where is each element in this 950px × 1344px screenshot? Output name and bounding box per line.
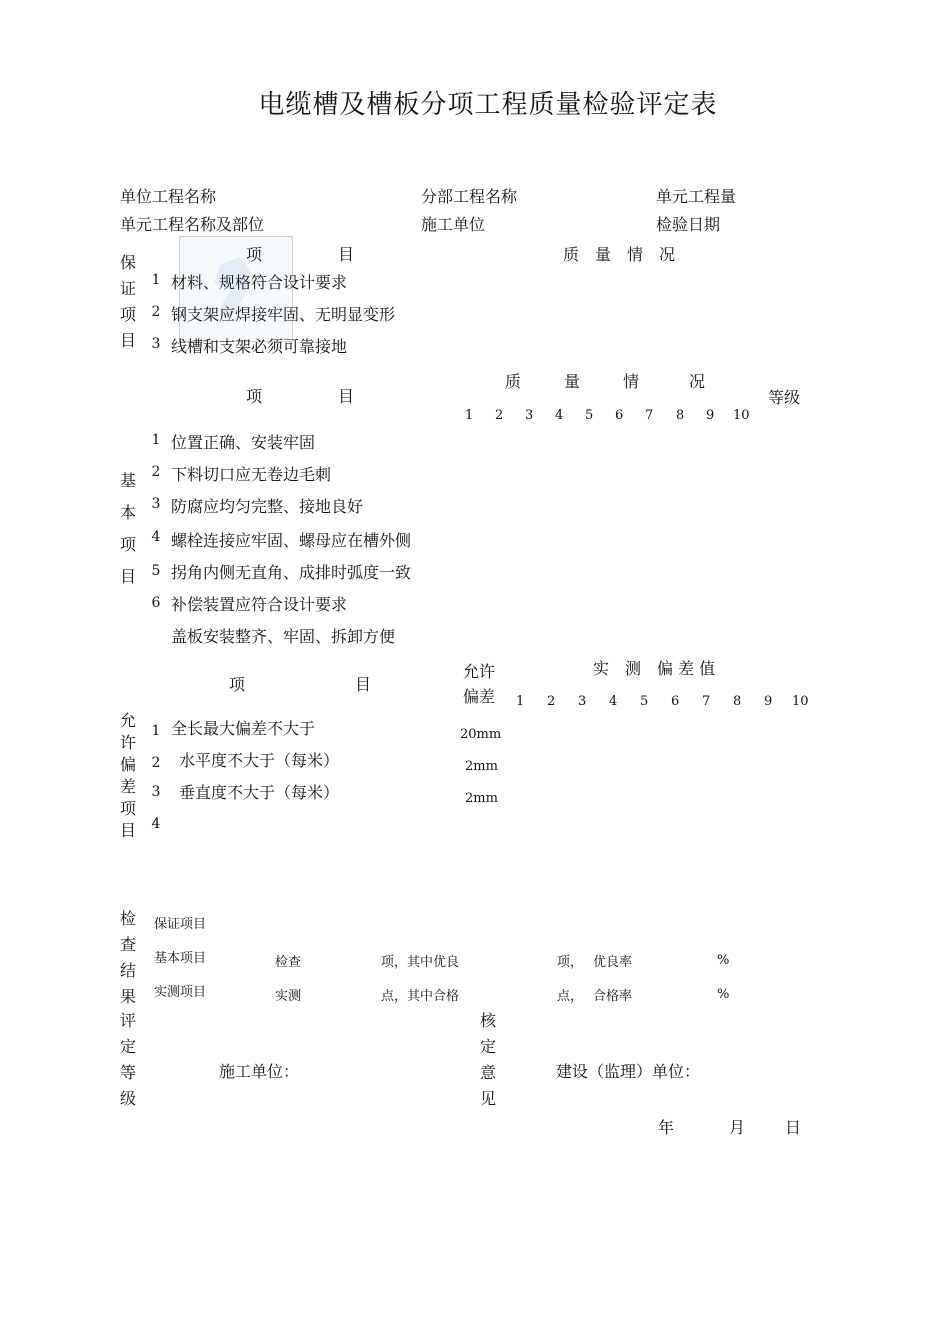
guarantee-col-quality: 质 量 情 况 — [563, 245, 676, 264]
tolerance-score: 1 — [516, 694, 525, 709]
page-title: 电缆槽及槽板分项工程质量检验评定表 — [258, 90, 718, 120]
tolerance-col-measured: 实 测 偏 差 值 — [593, 659, 716, 678]
element-quantity-label: 单元工程量 — [656, 187, 737, 206]
results-point-unit: 点， — [557, 989, 584, 1004]
basic-score: 2 — [495, 408, 504, 423]
basic-score: 5 — [585, 408, 594, 423]
results-basic-label: 基本项目 — [154, 951, 207, 966]
results-measure: 实测 — [275, 989, 302, 1004]
evaluation-construction-unit: 施工单位： — [219, 1062, 300, 1081]
results-measured-label: 实测项目 — [154, 985, 207, 1000]
basic-score: 6 — [615, 408, 624, 423]
tolerance-score: 7 — [702, 694, 711, 709]
tolerance-score: 2 — [547, 694, 556, 709]
guarantee-row-no: 1 — [151, 272, 161, 288]
guarantee-col-item-b: 目 — [338, 245, 355, 264]
construction-unit-label: 施工单位 — [421, 215, 486, 234]
guarantee-row-no: 2 — [151, 304, 161, 320]
basic-score: 7 — [645, 408, 654, 423]
basic-score: 10 — [733, 408, 750, 423]
tolerance-col-item-a: 项 — [229, 675, 246, 694]
tolerance-score: 4 — [609, 694, 618, 709]
tolerance-row-text: 垂直度不大于（每米） — [179, 783, 340, 802]
tolerance-score: 6 — [671, 694, 680, 709]
basic-row-no: 2 — [151, 464, 161, 480]
tolerance-side-label: 允许偏差项目 — [119, 711, 136, 840]
guarantee-row-no: 3 — [151, 336, 161, 352]
tolerance-row-no: 4 — [151, 816, 161, 832]
basic-row-text: 位置正确、安装牢固 — [171, 433, 316, 452]
results-item-unit: 项， — [557, 955, 584, 970]
basic-row-text: 拐角内侧无直角、成排时弧度一致 — [171, 563, 412, 582]
tolerance-col-allow: 偏差 — [463, 687, 496, 706]
results-percent: % — [717, 987, 730, 1002]
basic-row-no: 4 — [151, 529, 161, 545]
basic-col-quality: 量 — [564, 372, 581, 391]
tolerance-row-allow: 2mm — [465, 791, 498, 806]
tolerance-row-no: 3 — [151, 784, 161, 800]
tolerance-score: 8 — [733, 694, 742, 709]
evaluation-side-label: 评定等级 — [119, 1011, 136, 1108]
basic-row-no: 5 — [151, 563, 161, 579]
guarantee-row-text: 线槽和支架必须可靠接地 — [171, 337, 348, 356]
unit-project-name-label: 单位工程名称 — [120, 187, 217, 206]
basic-col-quality: 质 — [505, 372, 522, 391]
basic-row-text: 防腐应均匀完整、接地良好 — [171, 497, 364, 516]
basic-row-text: 盖板安装整齐、牢固、拆卸方便 — [171, 627, 396, 646]
basic-col-grade: 等级 — [768, 388, 801, 407]
basic-side-label: 基本项目 — [119, 471, 136, 586]
evaluation-year: 年 — [658, 1118, 675, 1137]
evaluation-month: 月 — [729, 1118, 746, 1137]
inspection-date-label: 检验日期 — [656, 215, 721, 234]
basic-col-item-b: 目 — [338, 387, 355, 406]
tolerance-row-no: 2 — [151, 755, 161, 771]
results-check: 检查 — [275, 955, 302, 970]
element-name-location-label: 单元工程名称及部位 — [120, 215, 265, 234]
evaluation-review-label: 核定意见 — [479, 1011, 496, 1108]
tolerance-score: 5 — [640, 694, 649, 709]
basic-score: 9 — [706, 408, 715, 423]
basic-row-text: 下料切口应无卷边毛刺 — [171, 465, 332, 484]
evaluation-day: 日 — [785, 1118, 802, 1137]
results-guarantee-label: 保证项目 — [154, 917, 207, 932]
tolerance-score: 10 — [792, 694, 809, 709]
guarantee-row-text: 材料、规格符合设计要求 — [171, 273, 348, 292]
results-items-excellent: 项，其中优良 — [381, 955, 460, 970]
results-percent: % — [717, 953, 730, 968]
guarantee-side-label: 保证项目 — [119, 253, 136, 350]
tolerance-col-item-b: 目 — [355, 675, 372, 694]
evaluation-owner-unit: 建设（监理）单位： — [556, 1062, 701, 1081]
basic-col-item-a: 项 — [246, 387, 263, 406]
basic-row-no: 6 — [151, 595, 161, 611]
tolerance-row-text: 全长最大偏差不大于 — [171, 719, 316, 738]
basic-score: 4 — [555, 408, 564, 423]
tolerance-row-text: 水平度不大于（每米） — [179, 751, 340, 770]
basic-score: 1 — [465, 408, 474, 423]
basic-col-quality: 况 — [689, 372, 706, 391]
basic-row-no: 3 — [151, 496, 161, 512]
tolerance-col-allow: 允许 — [463, 662, 496, 681]
tolerance-score: 9 — [764, 694, 773, 709]
results-points-qualified: 点，其中合格 — [381, 989, 460, 1004]
results-qualified-rate: 合格率 — [593, 989, 633, 1004]
results-excellent-rate: 优良率 — [593, 955, 633, 970]
basic-row-no: 1 — [151, 432, 161, 448]
tolerance-row-no: 1 — [151, 723, 161, 739]
guarantee-row-text: 钢支架应焊接牢固、无明显变形 — [171, 305, 396, 324]
tolerance-row-allow: 2mm — [465, 759, 498, 774]
tolerance-row-allow: 20mm — [460, 727, 502, 742]
guarantee-col-item-a: 项 — [246, 245, 263, 264]
basic-score: 3 — [525, 408, 534, 423]
results-side-label: 检查结果 — [119, 909, 136, 1006]
basic-col-quality: 情 — [623, 372, 640, 391]
basic-score: 8 — [676, 408, 685, 423]
sub-project-name-label: 分部工程名称 — [421, 187, 518, 206]
basic-row-text: 补偿装置应符合设计要求 — [171, 595, 348, 614]
tolerance-score: 3 — [578, 694, 587, 709]
basic-row-text: 螺栓连接应牢固、螺母应在槽外侧 — [171, 531, 412, 550]
